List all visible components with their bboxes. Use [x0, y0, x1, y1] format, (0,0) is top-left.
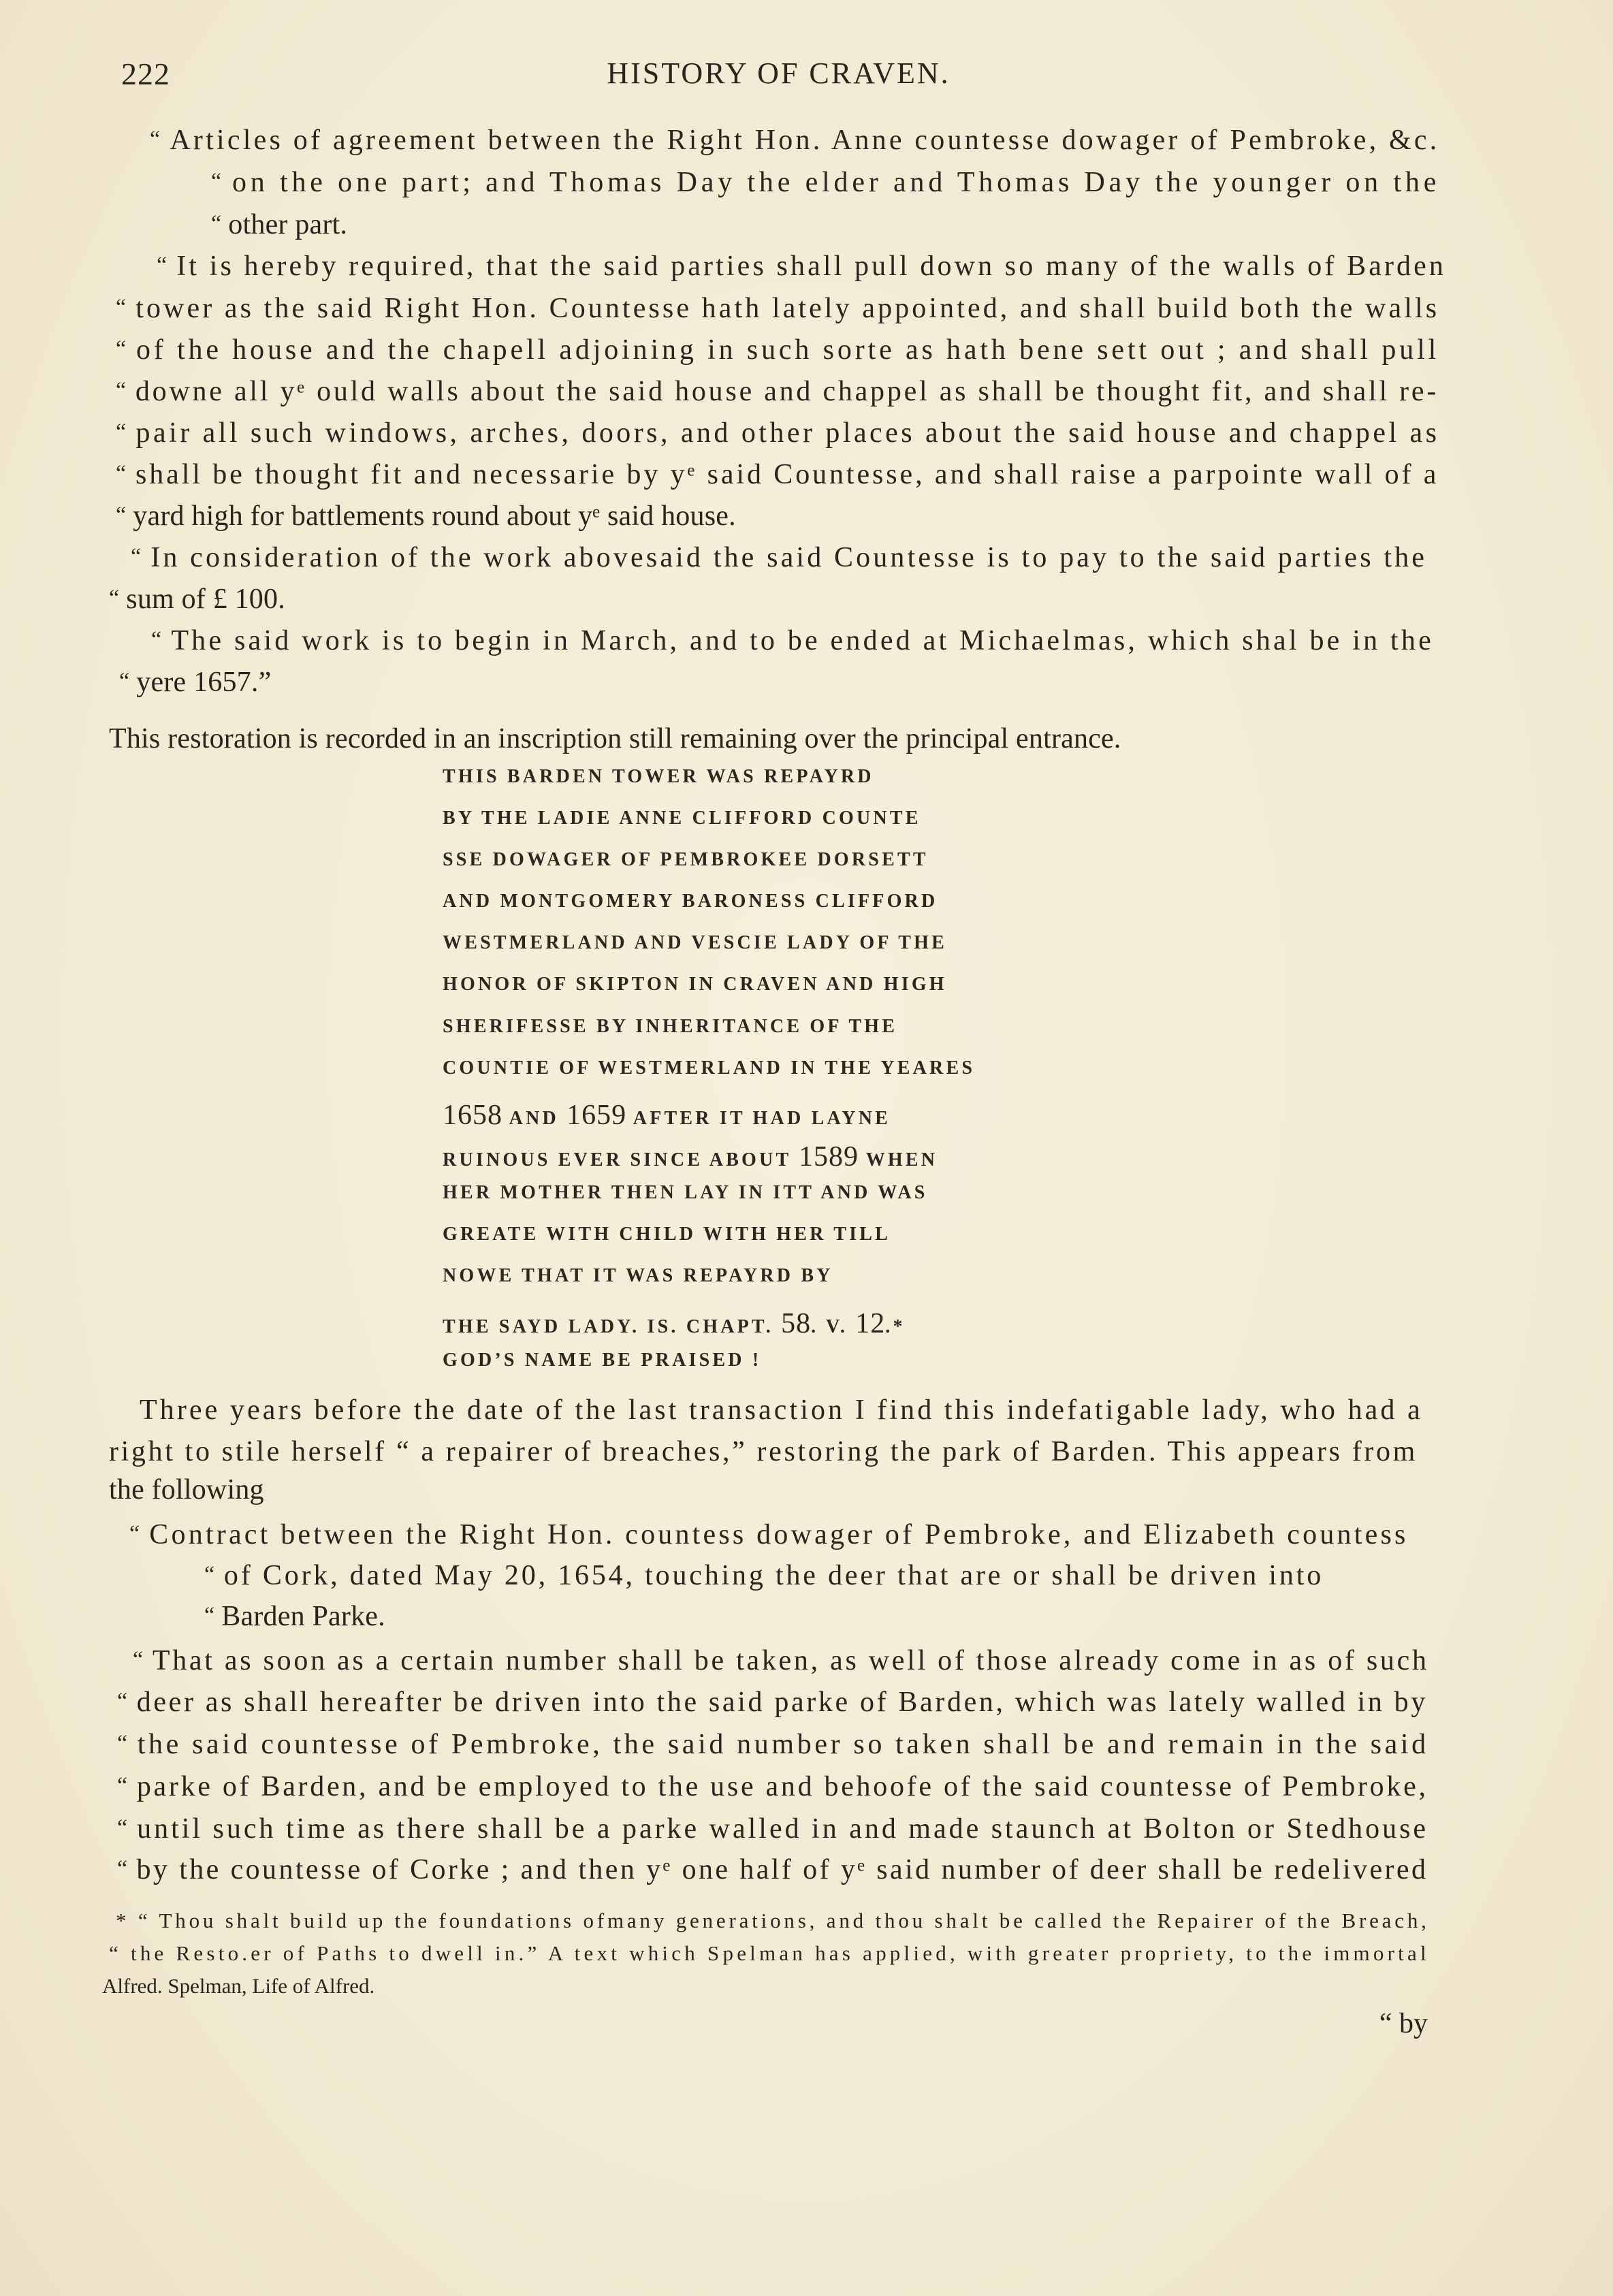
- running-title: HISTORY OF CRAVEN.: [607, 57, 951, 90]
- text-line: [109, 720, 1121, 758]
- quote-mark: “: [117, 1815, 131, 1840]
- footnote-line: Alfred. Spelman, Life of Alfred.: [102, 1974, 375, 1998]
- line-text: It is hereby required, that the said parties shall pull down so many of the walls of Barden: [176, 251, 1447, 282]
- line-text: yere 1657.”: [136, 667, 272, 698]
- quote-mark: “: [116, 336, 129, 362]
- line-text: of Cork, dated May 20, 1654, touching the deer that are or shall be driven into: [223, 1560, 1324, 1591]
- quote-mark: “: [109, 586, 120, 611]
- text-line: [117, 1810, 1428, 1850]
- quote-mark: “: [117, 1731, 131, 1756]
- inscription-line: HER MOTHER THEN LAY IN ITT AND WAS: [443, 1182, 928, 1203]
- footnote-line: “ the Resto.er of Paths to dwell in.” A text which Spelman has applied, with greater propriety, to the immortal: [109, 1941, 1430, 1965]
- inscription-line: NOWE THAT IT WAS REPAYRD BY: [443, 1265, 833, 1286]
- inscription-line: COUNTIE OF WESTMERLAND IN THE YEARES: [443, 1057, 976, 1079]
- inscription-line: 1658 AND 1659 AFTER IT HAD LAYNE: [443, 1100, 891, 1131]
- inscription-line: GOD’S NAME BE PRAISED !: [443, 1350, 762, 1371]
- quote-mark: “: [204, 1562, 217, 1587]
- line-text: by the countesse of Corke ; and then yᵉ one half of yᵉ said number of deer shall be redelivered: [136, 1854, 1428, 1885]
- page-header: [121, 56, 1436, 97]
- text-line: [109, 1433, 1418, 1471]
- line-text: the said countesse of Pembroke, the said number so taken shall be and remain in the said: [137, 1729, 1429, 1760]
- line-text: Three years before the date of the last transaction I find this indefatigable lady, who had a: [140, 1394, 1423, 1426]
- line-text: This restoration is recorded in an inscription still remaining over the principal entrance.: [109, 723, 1121, 754]
- inscription-line: THE SAYD LADY. IS. CHAPT. 58. V. 12.*: [443, 1308, 906, 1339]
- inscription-line: HONOR OF SKIPTON IN CRAVEN AND HIGH: [443, 974, 947, 995]
- line-text: Barden Parke.: [221, 1601, 385, 1632]
- text-line: [140, 1391, 1423, 1429]
- text-line: [117, 1683, 1428, 1723]
- inscription-line: SSE DOWAGER OF PEMBROKEE DORSETT: [443, 849, 929, 870]
- inscription-line: GREATE WITH CHILD WITH HER TILL: [443, 1224, 891, 1245]
- line-text: the following: [109, 1474, 264, 1505]
- line-text: pair all such windows, arches, doors, and other places about the said house and chappel as: [135, 417, 1440, 449]
- text-line: [150, 121, 1440, 161]
- text-line: [204, 1557, 1324, 1597]
- quote-mark: “: [117, 1689, 130, 1714]
- quote-mark: “: [133, 1647, 146, 1672]
- line-text: right to stile herself “ a repairer of breaches,” restoring the park of Barden. This appears from: [109, 1436, 1418, 1467]
- inscription-line: BY THE LADIE ANNE CLIFFORD COUNTE: [443, 808, 921, 829]
- quote-mark: “: [150, 127, 163, 152]
- text-line: [211, 206, 347, 246]
- line-text: Articles of agreement between the Right Hon. Anne countesse dowager of Pembroke, &c.: [170, 125, 1440, 156]
- quote-mark: “: [129, 1521, 143, 1546]
- line-text: until such time as there shall be a parke walled in and made staunch at Bolton or Stedhouse: [137, 1813, 1429, 1845]
- text-line: [133, 1642, 1429, 1682]
- text-line: [117, 1768, 1428, 1808]
- line-text: parke of Barden, and be employed to the use and behoofe of the said countesse of Pembroke,: [136, 1771, 1428, 1802]
- quote-mark: “: [116, 295, 129, 320]
- quote-mark: “: [116, 503, 127, 528]
- text-line: [116, 456, 1439, 496]
- quote-mark: “: [119, 669, 130, 694]
- text-line: [211, 163, 1440, 204]
- inscription-line: RUINOUS EVER SINCE ABOUT 1589 WHEN: [443, 1141, 938, 1173]
- line-text: Contract between the Right Hon. countess dowager of Pembroke, and Elizabeth countess: [149, 1519, 1409, 1550]
- text-line: [116, 289, 1439, 330]
- text-line: [117, 1851, 1428, 1891]
- line-text: deer as shall hereafter be driven into the said parke of Barden, which was lately walled in by: [136, 1687, 1428, 1718]
- line-text: tower as the said Right Hon. Countesse hath lately appointed, and shall build both the walls: [135, 293, 1440, 324]
- line-text: shall be thought fit and necessarie by yᵉ said Countesse, and shall raise a parpointe wall of a: [135, 459, 1439, 490]
- text-line: [116, 372, 1439, 413]
- text-line: [109, 580, 285, 620]
- page-number: 222: [121, 57, 170, 91]
- line-text: sum of £ 100.: [126, 584, 285, 615]
- line-text: yard high for battlements round about yᵉ said house.: [133, 500, 736, 532]
- line-text: That as soon as a certain number shall be taken, as well of those already come in as of such: [152, 1645, 1429, 1676]
- text-line: [116, 331, 1439, 371]
- quote-mark: “: [204, 1603, 215, 1628]
- text-line: [116, 497, 736, 537]
- inscription-line: AND MONTGOMERY BARONESS CLIFFORD: [443, 891, 938, 912]
- line-text: other part.: [228, 209, 348, 240]
- quote-mark: “: [117, 1856, 130, 1881]
- quote-mark: “: [157, 253, 170, 278]
- text-line: [157, 247, 1446, 287]
- text-line: [129, 1516, 1409, 1556]
- quote-mark: “: [211, 211, 222, 236]
- catchword: “ by: [1379, 2008, 1428, 2039]
- quote-mark: “: [116, 378, 129, 403]
- quote-mark: “: [131, 544, 144, 569]
- inscription-line: SHERIFESSE BY INHERITANCE OF THE: [443, 1016, 898, 1037]
- inscription-line: WESTMERLAND AND VESCIE LADY OF THE: [443, 932, 948, 953]
- text-line: [109, 1471, 264, 1509]
- quote-mark: “: [116, 461, 129, 486]
- quote-mark: “: [116, 419, 129, 445]
- text-line: [151, 622, 1434, 662]
- text-line: [119, 663, 271, 703]
- line-text: The said work is to begin in March, and to be ended at Michaelmas, which shal be in the: [171, 625, 1434, 656]
- text-line: [117, 1725, 1429, 1766]
- text-line: [204, 1597, 385, 1638]
- line-text: downe all yᵉ ould walls about the said house and chappel as shall be thought fit, and shall re-: [135, 376, 1439, 407]
- quote-mark: “: [117, 1773, 130, 1798]
- text-line: [116, 414, 1439, 454]
- line-text: of the house and the chapell adjoining in such sorte as hath bene sett out ; and shall pull: [135, 334, 1440, 366]
- quote-mark: “: [151, 627, 165, 652]
- footnote-line: * “ Thou shalt build up the foundations ofmany generations, and thou shalt be called the Repairer of the Breach,: [116, 1909, 1430, 1932]
- inscription-line: THIS BARDEN TOWER WAS REPAYRD: [443, 766, 874, 787]
- quote-mark: “: [211, 169, 225, 194]
- line-text: on the one part; and Thomas Day the elder and Thomas Day the younger on the: [231, 167, 1441, 198]
- line-text: In consideration of the work abovesaid the said Countesse is to pay to the said parties the: [150, 542, 1428, 573]
- text-line: [131, 539, 1427, 579]
